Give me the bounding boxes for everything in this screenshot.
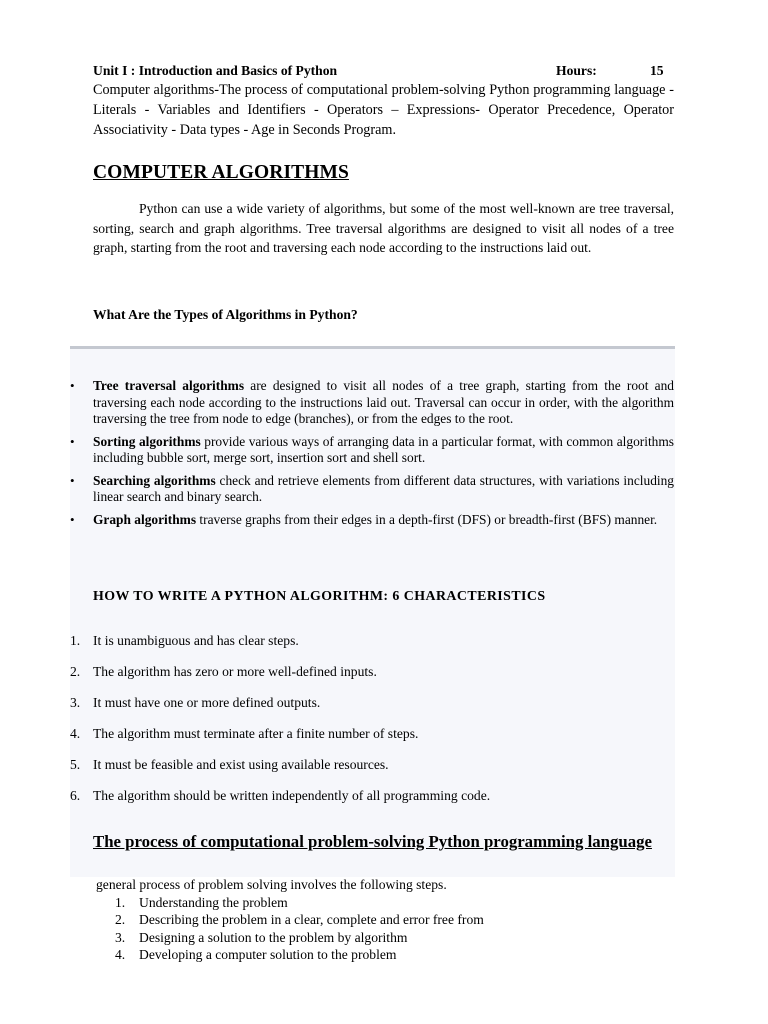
- list-number: 1.: [70, 633, 81, 648]
- bullet-icon: •: [70, 378, 75, 393]
- list-item: [70, 726, 674, 757]
- list-item: [70, 695, 674, 726]
- step-text: Describing the problem in a clear, complete and error free from: [139, 912, 484, 928]
- list-number: 3.: [70, 695, 81, 710]
- list-item: [70, 434, 674, 467]
- algorithm-type-term: Graph algorithms: [93, 511, 197, 527]
- characteristic-text: The algorithm should be written independently of all programming code.: [93, 788, 491, 803]
- algorithm-type-description: provide various ways of arranging data in a particular format, with common algorithms including bubble sort, merge sort, insertion sort and shell sort.: [93, 433, 674, 465]
- types-question-heading: What Are the Types of Algorithms in Python?: [93, 307, 358, 322]
- process-heading: The process of computational problem-solving Python programming language: [93, 832, 652, 851]
- algorithm-type-description: are designed to visit all nodes of a tree graph, starting from the root and traversing each node according to the instructions laid out. Traversal can occur in order, with the algorithm traversing the tree from node to edge (branches), or from the edges to the root.: [93, 378, 674, 426]
- list-number: 6.: [70, 788, 81, 803]
- bullet-icon: •: [70, 472, 75, 488]
- list-number: 5.: [70, 757, 81, 772]
- algorithms-intro-paragraph: Python can use a wide variety of algorithms, but some of the most well-known are tree traversal, sorting, search and graph algorithms. Tree traversal algorithms are designed to visit all nodes of a tree graph, starting from the root and traversing each node according to the instructions laid out.: [93, 201, 674, 255]
- algorithm-type-term: Tree traversal algorithms: [93, 378, 245, 393]
- list-item: [70, 633, 674, 664]
- syllabus-paragraph: Computer algorithms-The process of computational problem-solving Python programming language - Literals - Variables and Identifiers - Operators – Expressions- Operator Precedence, Operator Associativity - Data types - Age in Seconds Program.: [93, 82, 674, 138]
- horizontal-rule: [70, 346, 675, 349]
- list-number: 2.: [70, 664, 81, 679]
- characteristic-text: It must be feasible and exist using available resources.: [93, 757, 389, 772]
- problem-solving-steps-list: [115, 894, 484, 963]
- characteristic-text: The algorithm has zero or more well-defined inputs.: [93, 664, 377, 679]
- list-item: [70, 664, 674, 695]
- algorithm-type-description: traverse graphs from their edges in a depth-first (DFS) or breadth-first (BFS) manner.: [196, 511, 658, 527]
- bullet-icon: •: [70, 433, 75, 449]
- list-item: [70, 788, 674, 819]
- steps-intro: general process of problem solving involves the following steps.: [96, 877, 447, 892]
- algorithm-type-term: Searching algorithms: [93, 472, 216, 488]
- characteristics-list: [70, 633, 674, 819]
- hours-value: 15: [650, 63, 664, 78]
- unit-title: Unit I : Introduction and Basics of Python: [93, 63, 338, 78]
- list-item: [70, 473, 674, 506]
- bullet-icon: •: [70, 511, 75, 527]
- list-number: 4.: [115, 946, 126, 962]
- list-number: 4.: [70, 726, 81, 741]
- list-number: 1.: [115, 895, 126, 910]
- algorithm-type-description: check and retrieve elements from different data structures, with variations including linear search and binary search.: [93, 472, 674, 504]
- list-item: [115, 911, 484, 928]
- list-number: 3.: [115, 929, 126, 945]
- step-text: Developing a computer solution to the problem: [139, 946, 397, 962]
- algorithm-type-term: Sorting algorithms: [93, 433, 201, 449]
- characteristic-text: It is unambiguous and has clear steps.: [93, 633, 299, 648]
- characteristic-text: It must have one or more defined outputs.: [93, 695, 321, 710]
- step-text: Designing a solution to the problem by algorithm: [139, 929, 408, 945]
- list-item: [70, 757, 674, 788]
- step-text: Understanding the problem: [139, 895, 288, 910]
- list-item: [115, 894, 484, 911]
- hours-label: Hours:: [556, 63, 597, 78]
- computer-algorithms-heading: COMPUTER ALGORITHMS: [93, 162, 349, 183]
- list-number: 2.: [115, 912, 126, 928]
- list-item: [115, 946, 484, 963]
- list-item: [70, 378, 674, 428]
- list-item: [70, 512, 674, 529]
- characteristic-text: The algorithm must terminate after a finite number of steps.: [93, 726, 419, 741]
- characteristics-heading: HOW TO WRITE A PYTHON ALGORITHM: 6 CHARACTERISTICS: [93, 589, 546, 604]
- list-item: [115, 929, 484, 946]
- algorithm-types-list: [70, 378, 674, 534]
